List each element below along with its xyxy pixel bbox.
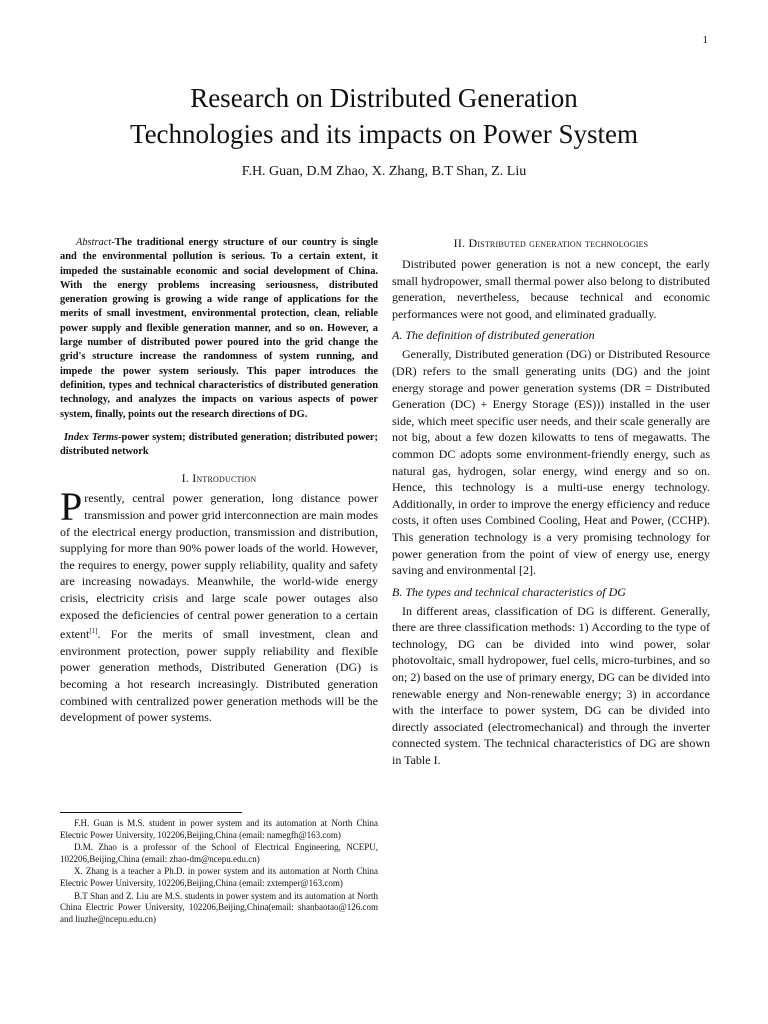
subsection-heading-b: B. The types and technical characteristics of DG (392, 584, 626, 599)
footnote: F.H. Guan is M.S. student in power system and its automation at North China Electric Power University, 102206,Beijing,China (email: namegfh@163.com) (60, 818, 378, 840)
subsection-a-paragraph: Generally, Distributed generation (DG) or Distributed Resource (DR) refers to the small generating units (DG) and the joint energy storage and power generation systems (DR = Distributed Generation (DC) + Energy Storage (ES))) installed in the user side, which meet specific user needs, and their scale generally are not big, about a few dozen kilowatts to tens of megawatts. The common DC adopts some environment-friendly energy, such as natural gas, hydrogen, solar energy, wind energy and so on. Hence, this technology is a multi-use energy technology. Additionally, in order to improve the energy efficiency and reduce costs, it often uses Combined Cooling, Heat and Power, (CCHP). This generation technology is a very promising technology for power generation from the point of view of energy use, energy saving and environmental [2]. (392, 347, 710, 578)
index-terms-label: Index Terms- (64, 431, 122, 443)
section-number: II. (453, 236, 466, 250)
subsection-heading-a: A. The definition of distributed generation (392, 328, 595, 343)
right-column (392, 236, 710, 769)
intro-text-part-2: . For the merits of small investment, clean and environment protection, power supply reliability and flexible power generation methods, Distributed Generation (DG) is becoming a hot research increasingly. Distributed generation combined with centralized power generation methods will be the development of power systems. (60, 627, 378, 725)
footnote: B.T Shan and Z. Liu are M.S. students in power system and its automation at North China Electric Power University, 102206,Beijing,China(email: shanbaotao@126.com and liuzhe@ncepu.edu.cn) (60, 890, 378, 924)
index-terms-text: power system; distributed generation; distributed power; distributed network (60, 431, 379, 458)
paper-title (0, 80, 768, 152)
intro-text-part-1: resently, central power generation, long distance power transmission and power grid interconnection are main modes of the electrical energy production, transmission and distribution, supplying for more than 90% power loads of the world. However, the requires to energy, power supply reliability, quality and safety are increasing nowadays. Meanwhile, the world-wide energy crisis, electricity crisis and large scale power outages also exposed the deficiencies of central power generation to a certain extent (60, 491, 378, 642)
citation-ref: [1] (89, 627, 98, 636)
page-number: 1 (702, 34, 708, 46)
section-heading-introduction (60, 471, 378, 486)
index-terms (60, 431, 378, 460)
title-line-1: Research on Distributed Generation (190, 83, 578, 113)
abstract-text: The traditional energy structure of our country is single and the environmental pollution is serious. To a certain extent, it impeded the sustainable economic and social development of China. With the energy problems increasing seriousness, distributed generation growing is growing a wide range of applications for the merits of small investment, environmental protection, clean, reliable power supply and flexible generation manner, and so on. However, a large number of distributed power poured into the grid change the grid's structure increase the randomness of system running, and impede the power system seriously. This paper introduces the definition, types and technical characteristics of distributed generation technology, and analyzes the impacts on various aspects of power system, finally, points out the research directions of DG. (60, 237, 378, 420)
section-title: Distributed generation technologies (468, 236, 649, 250)
title-line-2: Technologies and its impacts on Power System (129, 119, 639, 149)
section-title: Introduction (192, 471, 257, 486)
footnote: X. Zhang is a teacher a Ph.D. in power system and its automation at North China Electric Power University, 102206,Beijing,China (email: zxtemper@163.com) (60, 866, 378, 888)
section2-paragraph: Distributed power generation is not a new concept, the early small hydropower, small thermal power also belong to distributed generation, nevertheless, because technical and economic performances were not good, and eliminated gradually. (392, 257, 710, 321)
footnote: D.M. Zhao is a professor of the School of Electrical Engineering, NCEPU, 102206,Beijing,China (email: zhao-dm@ncepu.edu.cn) (60, 842, 378, 864)
author-list: F.H. Guan, D.M Zhao, X. Zhang, B.T Shan, Z. Liu (241, 164, 527, 179)
introduction-paragraph (60, 484, 378, 725)
abstract (60, 236, 378, 422)
section-heading-dg-technologies (392, 236, 710, 251)
left-column (60, 236, 378, 726)
footnotes (60, 818, 378, 926)
footnote-divider (60, 812, 242, 813)
section-number: I. (181, 471, 190, 486)
abstract-label: Abstract- (76, 237, 115, 248)
drop-cap: P (60, 484, 83, 530)
subsection-b-paragraph: In different areas, classification of DG is different. Generally, there are three classification methods: 1) According to the type of technology, DG can be divided into wind power, solar photovoltaic, small hydropower, fuel cells, micro-turbines, and so on; 2) based on the use of primary energy, DG can be divided into renewable energy and Non-renewable energy; 3) in accordance with the interface to power system, DG can be divided into directly associated (electromechanical) and through the inverter connected system. The technical characteristics of DG are shown in Table I. (392, 603, 710, 768)
